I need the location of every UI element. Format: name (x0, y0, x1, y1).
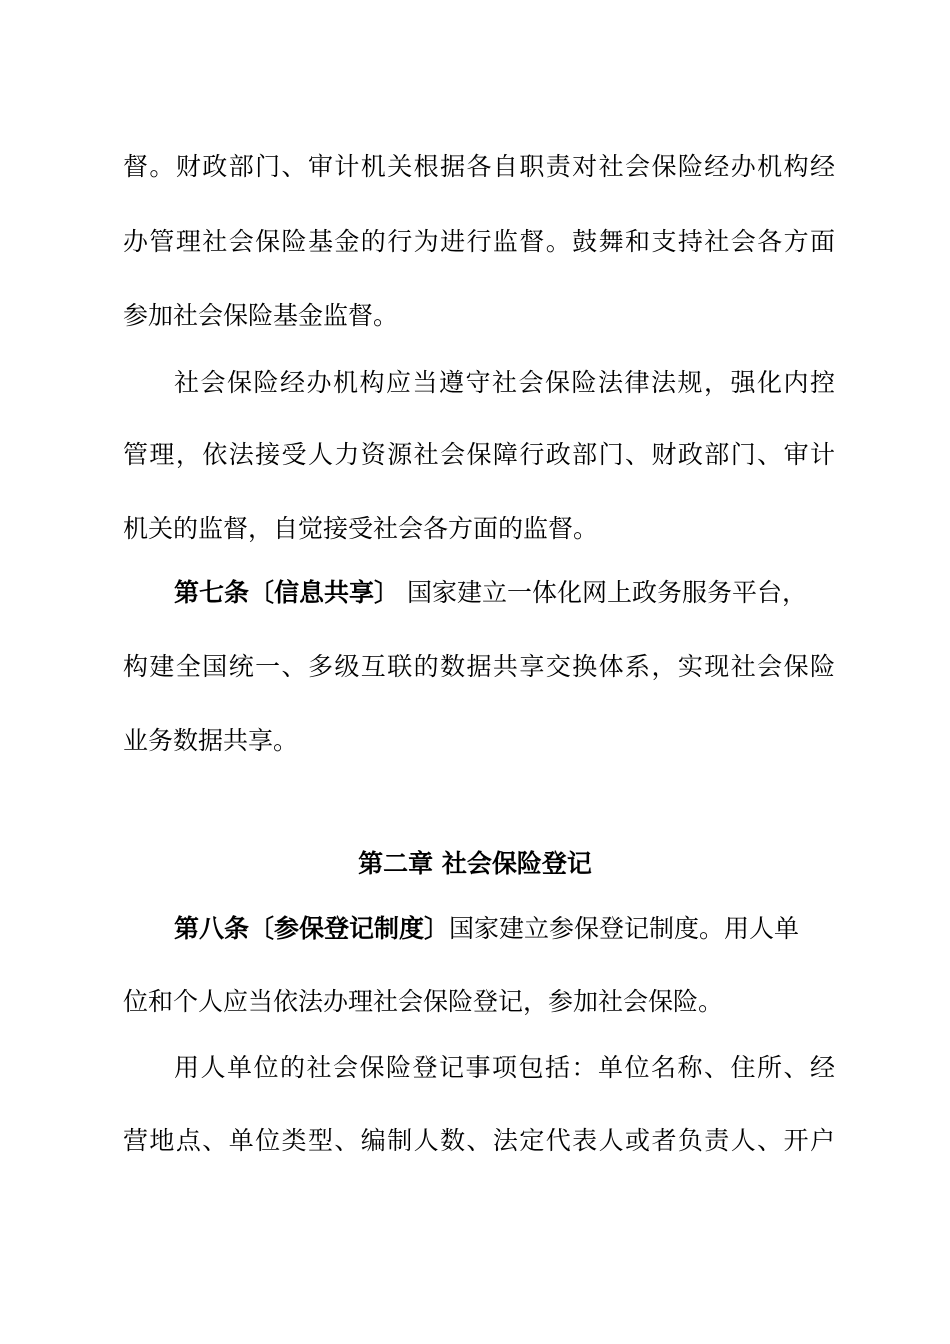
chapter-2-heading: 第二章 社会保险登记 (358, 849, 592, 878)
article-8-line-1 (174, 912, 835, 946)
paragraph-2-line-2: 管理，依法接受人力资源社会保障行政部门、财政部门、审计 (123, 440, 835, 469)
paragraph-3-line-1: 用人单位的社会保险登记事项包括：单位名称、住所、经 (174, 1053, 835, 1082)
paragraph-1-line-1: 督。财政部门、审计机关根据各自职责对社会保险经办机构经 (123, 152, 835, 181)
article-8-line-1-text: 国家建立参保登记制度。用人单 (449, 914, 800, 943)
article-7-title: 第七条〔信息共享〕 (174, 578, 400, 607)
article-8-title: 第八条〔参保登记制度〕 (174, 914, 450, 943)
article-7-line-3: 业务数据共享。 (123, 726, 299, 755)
paragraph-1-line-2: 办管理社会保险基金的行为进行监督。鼓舞和支持社会各方面 (123, 227, 835, 256)
paragraph-2-line-1: 社会保险经办机构应当遵守社会保险法律法规，强化内控 (174, 368, 835, 397)
paragraph-1-line-3: 参加社会保险基金监督。 (123, 301, 399, 330)
article-7-line-2: 构建全国统一、多级互联的数据共享交换体系，实现社会保险 (123, 652, 835, 681)
paragraph-2-line-3: 机关的监督，自觉接受社会各方面的监督。 (123, 514, 599, 543)
article-7-line-1 (174, 576, 835, 610)
paragraph-3-line-2: 营地点、单位类型、编制人数、法定代表人或者负责人、开户 (123, 1126, 835, 1155)
article-7-line-1-text: 国家建立一体化网上政务服务平台， (399, 578, 807, 607)
article-8-line-2: 位和个人应当依法办理社会保险登记，参加社会保险。 (123, 987, 724, 1016)
